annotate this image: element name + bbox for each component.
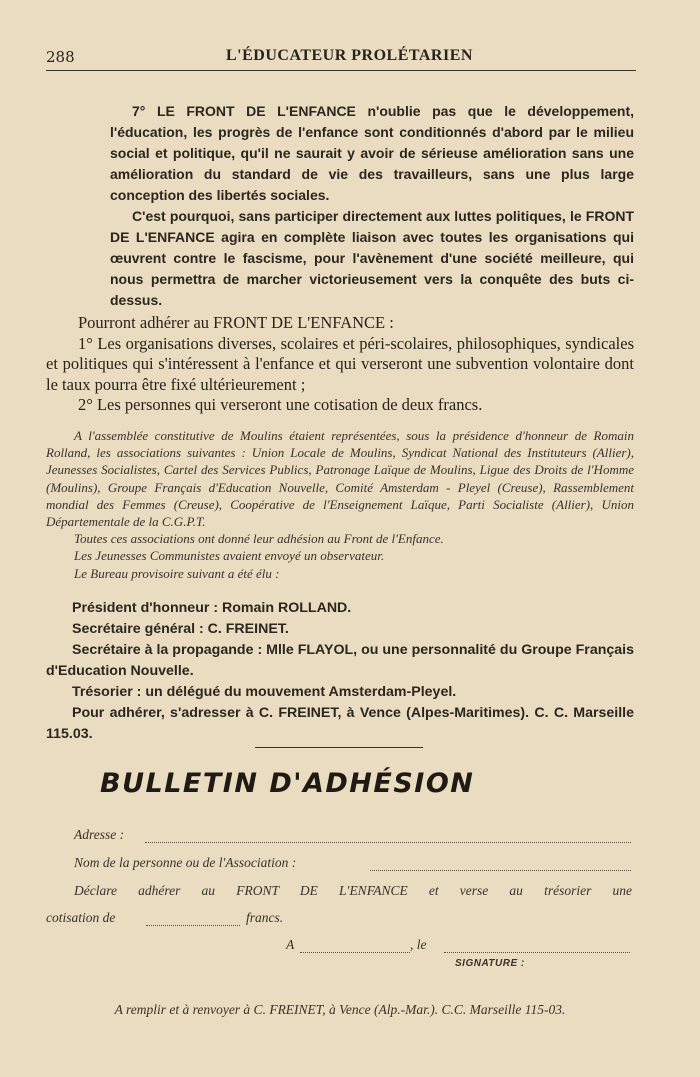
bureau-treasurer: Trésorier : un délégué du mouvement Amsterdam-Pleyel. — [72, 684, 457, 700]
address-label: Adresse : — [74, 827, 125, 842]
front-paragraph-2: C'est pourquoi, sans participer directement aux luttes politiques, le FRONT DE L'ENFANCE agira en complète liaison avec toutes les organisations qui œuvrent contre le fascisme, pour l'avènement d'une société meilleure, qui nous permettra de marcher victorieusement vers la conquête des buts ci-dessus. — [110, 208, 634, 308]
membership-section — [46, 313, 634, 416]
cotisation-label: cotisation de — [46, 910, 116, 925]
front-section — [110, 101, 634, 311]
footer-note: A remplir et à renvoyer à C. FREINET, à Vence (Alp.-Mar.). C.C. Marseille 115-03. — [114, 1002, 566, 1017]
date-label: , le — [410, 937, 427, 952]
assembly-bureau-intro: Le Bureau provisoire suivant a été élu : — [74, 565, 280, 581]
declare-text: Déclare adhérer au FRONT DE L'ENFANCE et verse au trésorier une — [74, 883, 632, 898]
membership-lead: Pourront adhérer au FRONT DE L'ENFANCE : — [78, 313, 394, 332]
assembly-observer: Les Jeunesses Communistes avaient envoyé un observateur. — [74, 548, 385, 564]
journal-title: L'ÉDUCATEUR PROLÉTARIEN — [226, 47, 473, 64]
assembly-adhesion: Toutes ces associations ont donné leur adhésion au Front de l'Enfance. — [74, 531, 444, 547]
membership-item-2: 2° Les personnes qui verseront une cotisation de deux francs. — [78, 395, 483, 414]
assembly-paragraph: A l'assemblée constitutive de Moulins étaient représentées, sous la présidence d'honneur de Romain Rolland, les associations suivantes : Union Locale de Moulins, Syndicat National des Instituteurs (Allier), Jeunesses Socialistes, Cartel des Services Publics, Patronage Laïque de Moulins, Ligue des Droits de l'Homme (Moulins), Groupe Français d'Education Nouvelle, Comité Amsterdam - Pleyel (Creuse), Rassemblement mondial des Femmes (Creuse), Coopérative de l'Enseignement Laïque, Parti Socialiste (Allier), Union Départementale de la C.G.P.T. — [46, 428, 634, 530]
place-label: A — [286, 937, 295, 952]
address-field[interactable] — [145, 842, 631, 843]
bulletin-title: BULLETIN D'ADHÉSION — [100, 768, 475, 799]
signature-label: SIGNATURE : — [455, 958, 525, 969]
name-label: Nom de la personne ou de l'Association : — [74, 855, 297, 870]
francs-label: francs. — [246, 910, 284, 925]
cotisation-field[interactable] — [146, 925, 240, 926]
bureau-propaganda: Secrétaire à la propagande : Mlle FLAYOL, ou une personnalité du Groupe Français d'Education Nouvelle. — [46, 642, 634, 679]
membership-item-1: 1° Les organisations diverses, scolaires et péri-scolaires, philosophiques, syndicales et politiques qui s'intéressent à l'enfance et qui verseront une subvention volontaire dont le taux pourra être fixé ultérieurement ; — [46, 333, 634, 394]
front-paragraph-1: 7° LE FRONT DE L'ENFANCE n'oublie pas que le développement, l'éducation, les progrès de l'enfance sont conditionnés d'abord par le milieu social et politique, qu'il ne saurait y avoir de sérieuse amélioration sans une amélioration du standard de vie des travailleurs, sans une plus large conception des libertés sociales. — [110, 103, 634, 203]
bureau-secretary: Secrétaire général : C. FREINET. — [72, 621, 289, 637]
page-number: 288 — [46, 48, 75, 66]
assembly-section — [46, 427, 634, 582]
date-field[interactable] — [444, 952, 630, 953]
place-field[interactable] — [300, 952, 410, 953]
bureau-section — [46, 598, 634, 745]
bureau-contact: Pour adhérer, s'adresser à C. FREINET, à Vence (Alpes-Maritimes). C. C. Marseille 115.03. — [46, 705, 634, 742]
name-field[interactable] — [370, 870, 631, 871]
bureau-president: Président d'honneur : Romain ROLLAND. — [72, 600, 352, 616]
section-divider — [255, 747, 423, 748]
page-header — [46, 44, 636, 71]
